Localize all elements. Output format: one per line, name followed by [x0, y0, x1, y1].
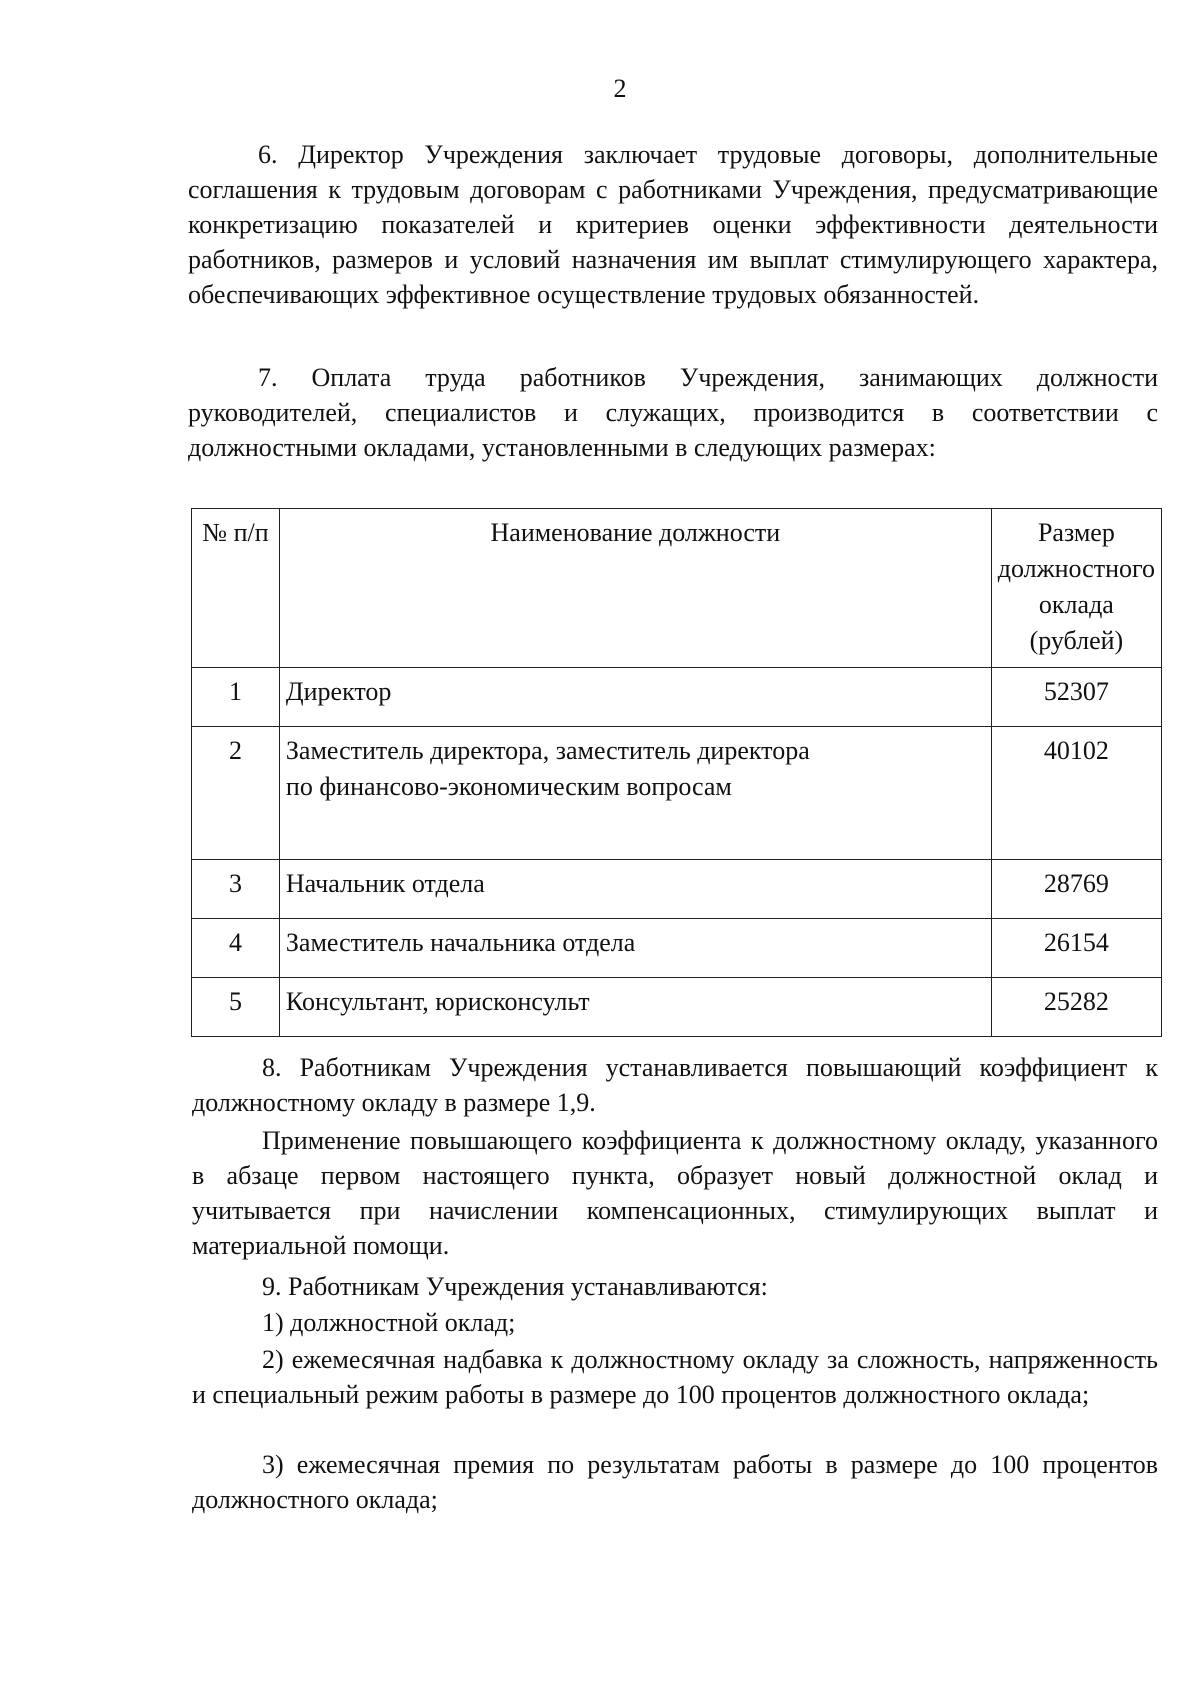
list-item-9-3: 3) ежемесячная премия по результатам работы в размере до 100 процентов должностного оклада;	[192, 1450, 1158, 1514]
row-position-name: Консультант, юрисконсульт	[279, 978, 991, 1037]
row-position-name: Начальник отдела	[279, 860, 991, 919]
page-number: 2	[613, 74, 627, 103]
row-position-name: Директор	[279, 668, 991, 727]
row-salary: 52307	[991, 668, 1161, 727]
paragraph-8: 8. Работникам Учреждения устанавливается повышающий коэффициент к должностному окладу в размере 1,9.	[192, 1053, 1158, 1117]
paragraph-9: 9. Работникам Учреждения устанавливаются:	[262, 1272, 768, 1301]
header-salary: Размер должностного оклада (рублей)	[991, 509, 1161, 668]
row-number: 4	[192, 919, 280, 978]
row-position-name: Заместитель начальника отдела	[279, 919, 991, 978]
list-item-9-1: 1) должностной оклад;	[262, 1308, 516, 1337]
row-number: 1	[192, 668, 280, 727]
table-header-row	[192, 509, 1162, 668]
row-number: 2	[192, 727, 280, 860]
paragraph-8-continuation: Применение повышающего коэффициента к должностному окладу, указанного в абзаце первом настоящего пункта, образует новый должностной оклад и учитывается при начислении компенсационных, стимулирующих выплат и материальной помощи.	[192, 1126, 1158, 1260]
row-position-name: Заместитель директора, заместитель директора по финансово-экономическим вопросам	[279, 727, 991, 860]
row-salary: 26154	[991, 919, 1161, 978]
row-salary: 25282	[991, 978, 1161, 1037]
header-number: № п/п	[192, 509, 280, 668]
table-row	[192, 727, 1162, 860]
table-row	[192, 919, 1162, 978]
table-row	[192, 978, 1162, 1037]
row-number: 5	[192, 978, 280, 1037]
paragraph-7: 7. Оплата труда работников Учреждения, занимающих должности руководителей, специалистов и служащих, производится в соответствии с должностными окладами, установленными в следующих размерах:	[188, 363, 1158, 462]
paragraph-6: 6. Директор Учреждения заключает трудовые договоры, дополнительные соглашения к трудовым договорам с работниками Учреждения, предусматривающие конкретизацию показателей и критериев оценки эффективности деятельности работников, размеров и условий назначения им выплат стимулирующего характера, обеспечивающих эффективное осуществление трудовых обязанностей.	[188, 140, 1158, 309]
row-salary: 40102	[991, 727, 1161, 860]
header-position-name: Наименование должности	[279, 509, 991, 668]
salary-table	[191, 508, 1162, 1037]
list-item-9-2: 2) ежемесячная надбавка к должностному окладу за сложность, напряженность и специальный режим работы в размере до 100 процентов должностного оклада;	[192, 1345, 1158, 1409]
row-number: 3	[192, 860, 280, 919]
table-row	[192, 668, 1162, 727]
table-row	[192, 860, 1162, 919]
row-salary: 28769	[991, 860, 1161, 919]
